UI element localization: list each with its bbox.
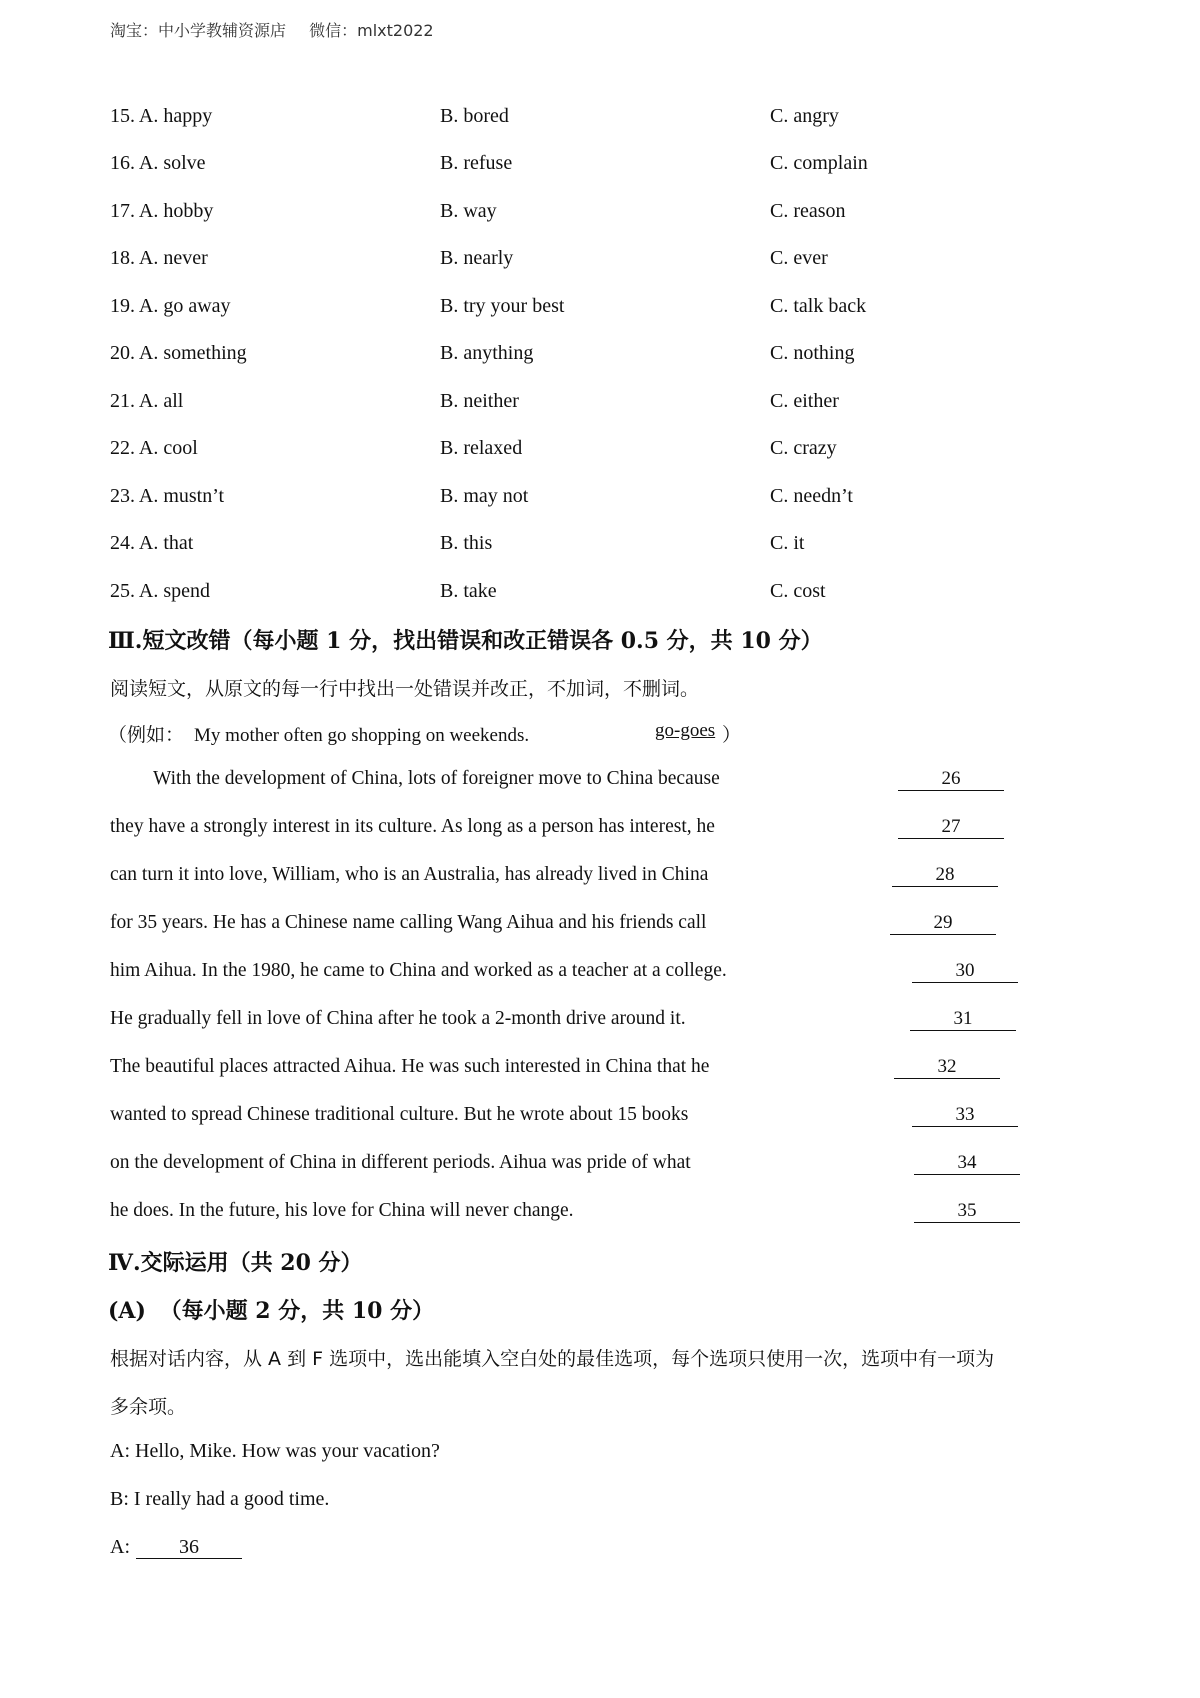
answer-blank[interactable]: 26	[898, 768, 1004, 791]
answer-blank[interactable]: 29	[890, 912, 996, 935]
answer-blank[interactable]: 32	[894, 1056, 1000, 1079]
answer-blank[interactable]: 36	[136, 1536, 242, 1559]
section4-instruction-line1: 根据对话内容，从 A 到 F 选项中，选出能填入空白处的最佳选项，每个选项只使用一次，选项中有一项为	[110, 1348, 995, 1370]
option-a: 24. A. that	[110, 532, 194, 554]
section4-instruction-line2: 多余项。	[110, 1396, 187, 1418]
option-b: B. nearly	[440, 247, 514, 269]
dialog-line	[110, 1536, 242, 1559]
dialog-line: B: I really had a good time.	[110, 1488, 330, 1510]
option-a: 18. A. never	[110, 247, 208, 269]
passage-line: wanted to spread Chinese traditional culture. But he wrote about 15 books	[110, 1104, 689, 1125]
option-a: 23. A. mustn’t	[110, 485, 225, 507]
answer-blank[interactable]: 31	[910, 1008, 1016, 1031]
section4-sub-label: (A)	[108, 1298, 146, 1324]
answer-blank[interactable]: 35	[914, 1200, 1020, 1223]
option-b: B. try your best	[440, 295, 565, 317]
option-c: C. reason	[770, 200, 846, 222]
section3-title: Ⅲ.短文改错（每小题 1 分，找出错误和改正错误各 0.5 分，共 10 分）	[108, 628, 823, 654]
answer-blank[interactable]: 34	[914, 1152, 1020, 1175]
dialog-line: A: Hello, Mike. How was your vacation?	[110, 1440, 440, 1462]
option-c: C. ever	[770, 247, 828, 269]
option-b: B. this	[440, 532, 493, 554]
passage-line: With the development of China, lots of foreigner move to China because	[153, 768, 720, 789]
passage-line: can turn it into love, William, who is an Australia, has already lived in China	[110, 864, 709, 885]
answer-blank[interactable]: 33	[912, 1104, 1018, 1127]
example-prefix: （例如：	[108, 724, 185, 746]
option-a: 15. A. happy	[110, 105, 213, 127]
shop-label: 淘宝：中小学教辅资源店	[110, 21, 287, 40]
option-a: 17. A. hobby	[110, 200, 214, 222]
option-c: C. either	[770, 390, 839, 412]
option-b: B. bored	[440, 105, 509, 127]
option-c: C. crazy	[770, 437, 837, 459]
option-a: 20. A. something	[110, 342, 247, 364]
option-c: C. cost	[770, 580, 826, 602]
option-a: 21. A. all	[110, 390, 184, 412]
dialog-speaker: A:	[110, 1536, 130, 1558]
option-b: B. neither	[440, 390, 519, 412]
option-a: 25. A. spend	[110, 580, 210, 602]
section4-sub-title: （每小题 2 分，共 10 分）	[159, 1298, 435, 1324]
option-c: C. nothing	[770, 342, 855, 364]
option-c: C. angry	[770, 105, 839, 127]
option-c: C. it	[770, 532, 805, 554]
example-sentence: My mother often go shopping on weekends.	[194, 725, 530, 746]
passage-line: for 35 years. He has a Chinese name calling Wang Aihua and his friends call	[110, 912, 707, 933]
passage-line: he does. In the future, his love for China will never change.	[110, 1200, 574, 1221]
option-b: B. take	[440, 580, 497, 602]
option-a: 22. A. cool	[110, 437, 198, 459]
option-b: B. refuse	[440, 152, 513, 174]
passage-line: they have a strongly interest in its culture. As long as a person has interest, he	[110, 816, 715, 837]
answer-blank[interactable]: 30	[912, 960, 1018, 983]
example-suffix: ）	[722, 724, 742, 746]
answer-blank[interactable]: 28	[892, 864, 998, 887]
answer-blank[interactable]: 27	[898, 816, 1004, 839]
option-b: B. anything	[440, 342, 534, 364]
wechat-label: 微信：mlxt2022	[309, 21, 434, 40]
option-c: C. complain	[770, 152, 868, 174]
option-a: 19. A. go away	[110, 295, 231, 317]
option-a: 16. A. solve	[110, 152, 206, 174]
option-b: B. may not	[440, 485, 529, 507]
passage-line: He gradually fell in love of China after he took a 2-month drive around it.	[110, 1008, 686, 1029]
page-header	[110, 18, 434, 41]
passage-line: him Aihua. In the 1980, he came to China and worked as a teacher at a college.	[110, 960, 727, 981]
passage-line: on the development of China in different periods. Aihua was pride of what	[110, 1152, 691, 1173]
example-line	[108, 720, 742, 747]
passage-line: The beautiful places attracted Aihua. He was such interested in China that he	[110, 1056, 710, 1077]
option-b: B. relaxed	[440, 437, 523, 459]
option-c: C. talk back	[770, 295, 867, 317]
section4-subtitle	[108, 1294, 434, 1325]
option-b: B. way	[440, 200, 497, 222]
example-answer: go-goes	[655, 720, 716, 741]
section4-title: Ⅳ.交际运用（共 20 分）	[108, 1250, 363, 1276]
option-c: C. needn’t	[770, 485, 853, 507]
section3-instruction: 阅读短文，从原文的每一行中找出一处错误并改正，不加词，不删词。	[110, 678, 700, 700]
